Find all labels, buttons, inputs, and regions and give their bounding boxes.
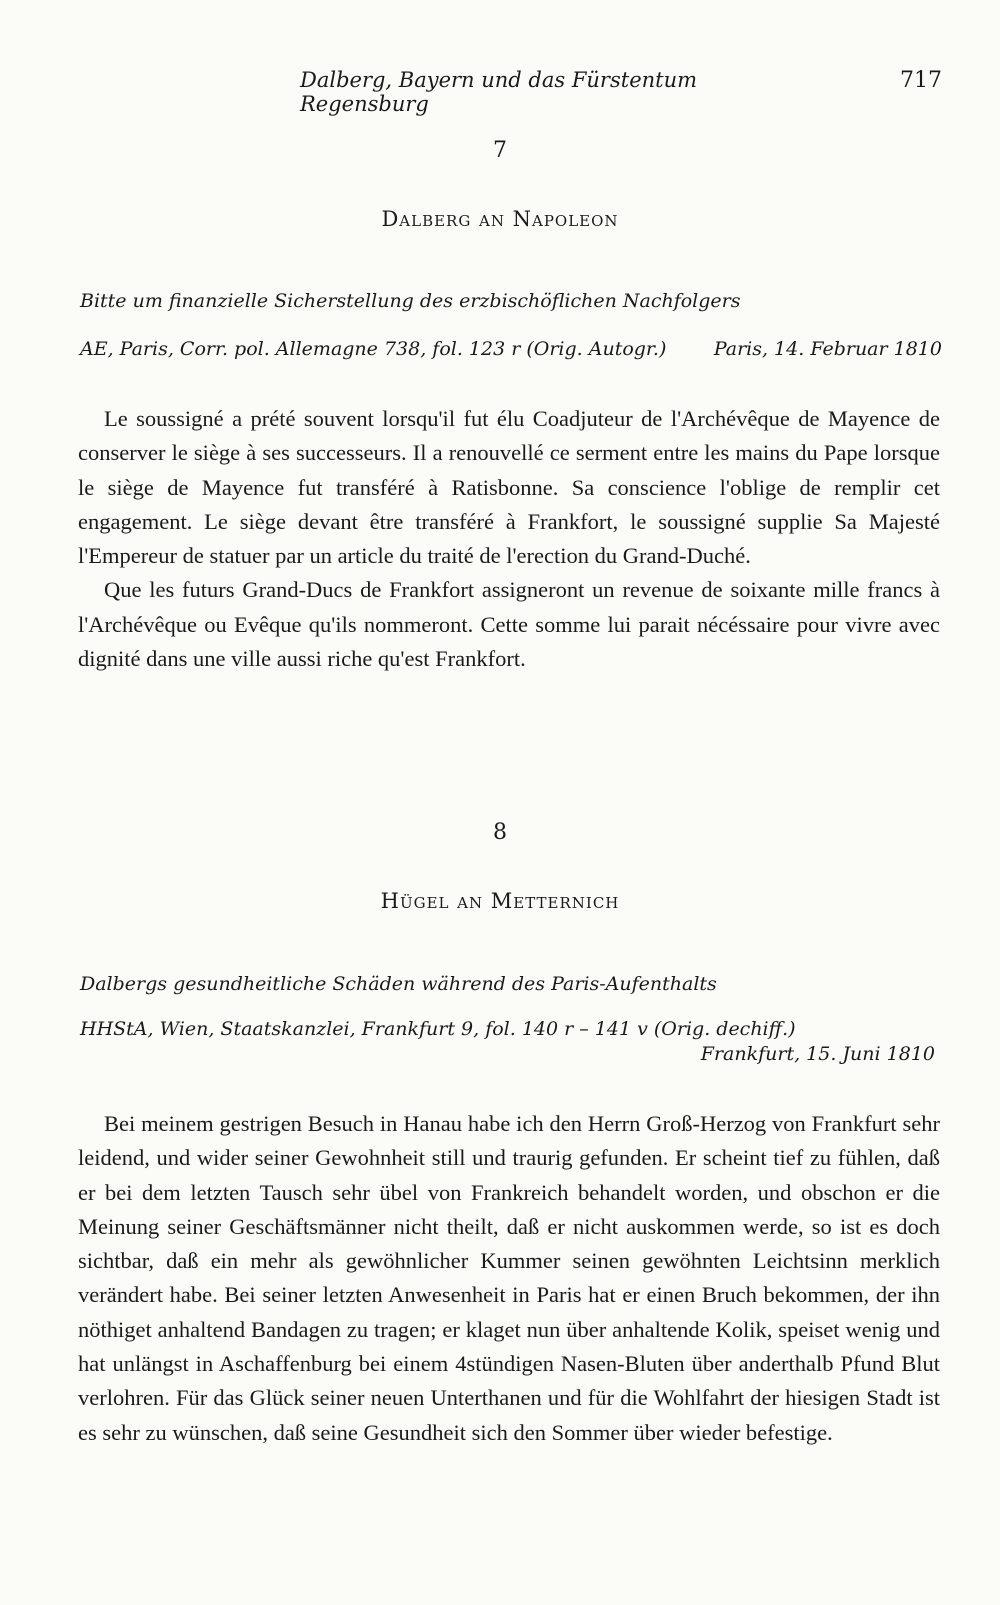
document-body [78, 1107, 940, 1450]
document-date: Paris, 14. Februar 1810 [713, 338, 942, 360]
running-title: Dalberg, Bayern und das Fürstentum Regensburg [300, 68, 698, 116]
body-paragraph: Le soussigné a prété souvent lorsqu'il fut élu Coadjuteur de l'Archévêque de Mayence de conserver le siège à ses successeurs. Il a renouvellé ce serment entre les mains du Pape lorsque le siège de Mayence fut transféré à Ratisbonne. Sa conscience l'oblige de remplir cet engagement. Le siège devant être transféré à Frankfort, le soussigné supplie Sa Majesté l'Empereur de statuer par un article du traité de l'erection du Grand-Duché. [78, 406, 940, 569]
document-title: Dalberg an Napoleon [381, 207, 619, 231]
document-subject: Dalbergs gesundheitliche Schäden während des Paris-Aufenthalts [80, 973, 717, 995]
document-number: 8 [493, 820, 507, 845]
archive-source: HHStA, Wien, Staatskanzlei, Frankfurt 9, fol. 140 r – 141 v (Orig. dechiff.) [80, 1018, 796, 1040]
archive-source: AE, Paris, Corr. pol. Allemagne 738, fol. 123 r (Orig. Autogr.) [80, 338, 667, 360]
body-paragraph: Bei meinem gestrigen Besuch in Hanau habe ich den Herrn Groß-Herzog von Frankfurt sehr leidend, und wider seiner Gewohnheit still und traurig gefunden. Er scheint tief zu fühlen, daß er bei dem letzten Tausch sehr übel von Frankreich behandelt worden, und obschon er die Meinung seiner Geschäftsmänner nicht theilt, daß er nicht auskommen werde, so ist es doch sichtbar, daß ein mehr als gewöhnlicher Kummer seinen gewöhnten Leichtsinn merklich verändert habe. Bei seiner letzten Anwesenheit in Paris hat er einen Bruch bekommen, der ihn nöthiget anhaltend Bandagen zu tragen; er klaget nun über anhaltende Kolik, speiset wenig und hat unlängst in Aschaffenburg bei einem 4stündigen Nasen-Bluten über anderthalb Pfund Blut verlohren. Für das Glück seiner neuen Unterthanen und für die Wohlfahrt der hiesigen Stadt ist es sehr zu wünschen, daß seine Gesundheit sich den Sommer über wieder befestige. [78, 1111, 940, 1445]
body-paragraph: Que les futurs Grand-Ducs de Frankfort assigneront un revenue de soixante mille francs à l'Archévêque ou Evêque qu'ils nommeront. Cette somme lui parait nécéssaire pour vivre avec dignité dans une ville aussi riche qu'est Frankfort. [78, 577, 940, 672]
document-number: 7 [493, 138, 507, 163]
document-date: Frankfurt, 15. Juni 1810 [700, 1043, 935, 1065]
source-line [80, 1018, 942, 1040]
page-number: 717 [900, 68, 942, 93]
document-title: Hügel an Metternich [380, 889, 620, 913]
source-line [80, 338, 942, 360]
document-subject: Bitte um finanzielle Sicherstellung des erzbischöflichen Nachfolgers [80, 290, 741, 312]
document-body [78, 402, 940, 676]
